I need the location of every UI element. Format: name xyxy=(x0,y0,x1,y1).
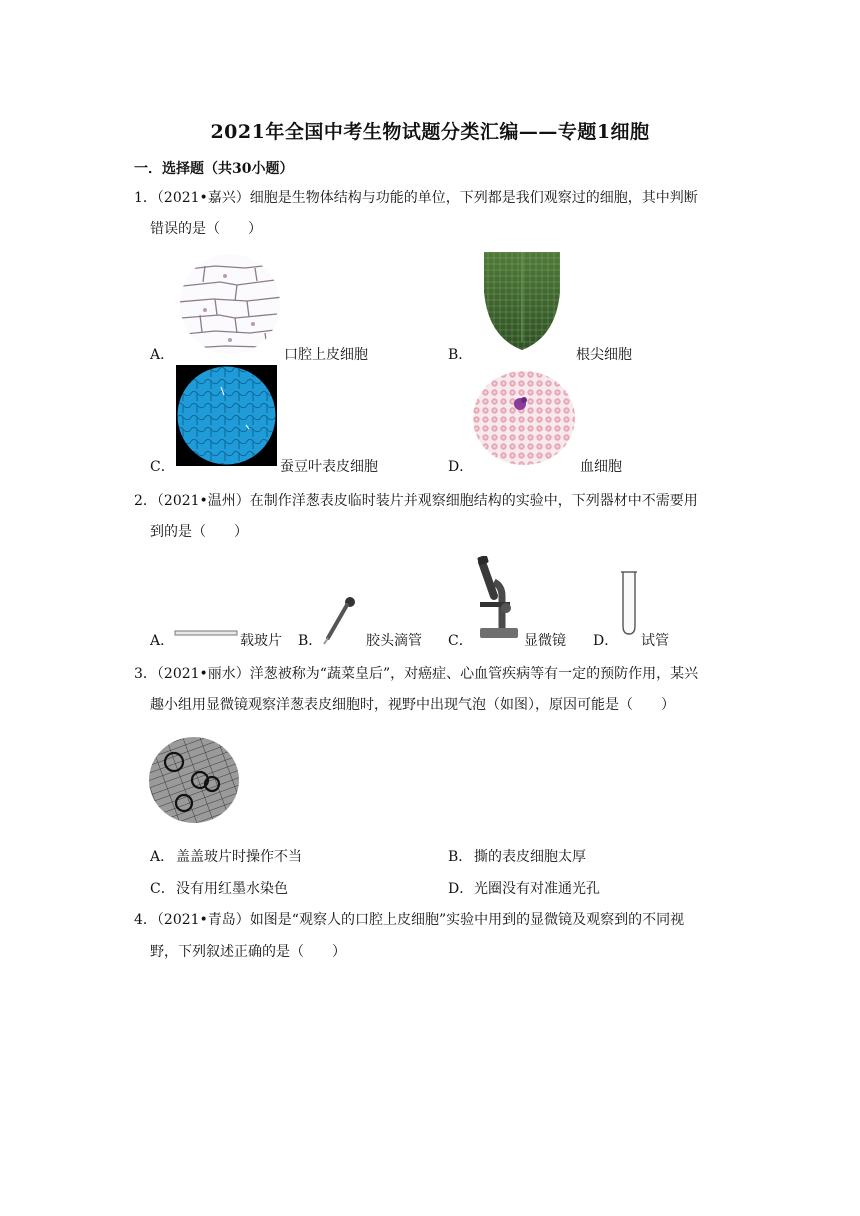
question-1-line2: 错误的是（ ） xyxy=(150,221,262,237)
q2-option-c-text: 显微镜 xyxy=(524,633,566,649)
q3-option-c-text: 没有用红墨水染色 xyxy=(176,881,288,897)
question-3-line2: 趣小组用显微镜观察洋葱表皮细胞时，视野中出现气泡（如图），原因可能是（ ） xyxy=(150,697,675,713)
question-2-line1: 2．（2021•温州）在制作洋葱表皮临时装片并观察细胞结构的实验中，下列器材中不需要用 xyxy=(134,493,698,509)
q2-option-d-text: 试管 xyxy=(641,633,669,649)
section-heading: 一．选择题（共30小题） xyxy=(134,161,294,177)
question-4-line1: 4．（2021•青岛）如图是“观察人的口腔上皮细胞”实验中用到的显微镜及观察到的不同视 xyxy=(134,912,685,928)
q3-option-d-key: D． xyxy=(448,881,474,897)
blood-cells-micrograph xyxy=(472,370,576,466)
leaf-epidermis-micrograph xyxy=(176,365,277,466)
microscope xyxy=(472,556,522,640)
q3-option-b-key: B． xyxy=(448,849,473,865)
q1-option-b-text: 根尖细胞 xyxy=(576,347,632,363)
q2-option-a-text: 载玻片 xyxy=(240,633,282,649)
q1-option-a-text: 口腔上皮细胞 xyxy=(284,347,368,363)
question-3-line1: 3．（2021•丽水）洋葱被称为“蔬菜皇后”，对癌症、心血管疾病等有一定的预防作用，某兴 xyxy=(134,666,699,682)
q1-option-c-key: C． xyxy=(150,459,175,475)
q2-option-d-key: D． xyxy=(593,633,619,649)
q1-option-b-key: B． xyxy=(448,347,473,363)
test-tube xyxy=(619,570,639,636)
air-bubbles-micrograph xyxy=(148,736,240,824)
q2-option-c-key: C． xyxy=(448,633,473,649)
glass-slide xyxy=(174,628,238,638)
q2-option-a-key: A． xyxy=(150,633,175,649)
question-1-line1: 1．（2021•嘉兴）细胞是生物体结构与功能的单位，下列都是我们观察过的细胞，其中判断 xyxy=(134,190,698,206)
question-2-line2: 到的是（ ） xyxy=(150,524,248,540)
q1-option-d-text: 血细胞 xyxy=(580,459,622,475)
q3-option-c-key: C． xyxy=(150,881,175,897)
dropper xyxy=(320,596,356,646)
q1-option-d-key: D． xyxy=(448,459,474,475)
q2-option-b-key: B． xyxy=(298,633,323,649)
cheek-cells-micrograph xyxy=(175,252,285,356)
q3-option-a-text: 盖盖玻片时操作不当 xyxy=(176,849,302,865)
page-title: 2021年全国中考生物试题分类汇编——专题1细胞 xyxy=(210,121,650,143)
q1-option-c-text: 蚕豆叶表皮细胞 xyxy=(280,459,378,475)
root-tip-micrograph xyxy=(482,252,562,350)
q3-option-a-key: A． xyxy=(150,849,175,865)
q1-option-a-key: A． xyxy=(150,347,175,363)
q3-option-b-text: 撕的表皮细胞太厚 xyxy=(474,849,586,865)
q2-option-b-text: 胶头滴管 xyxy=(366,633,422,649)
question-4-line2: 野，下列叙述正确的是（ ） xyxy=(150,944,346,960)
q3-option-d-text: 光圈没有对准通光孔 xyxy=(474,881,600,897)
